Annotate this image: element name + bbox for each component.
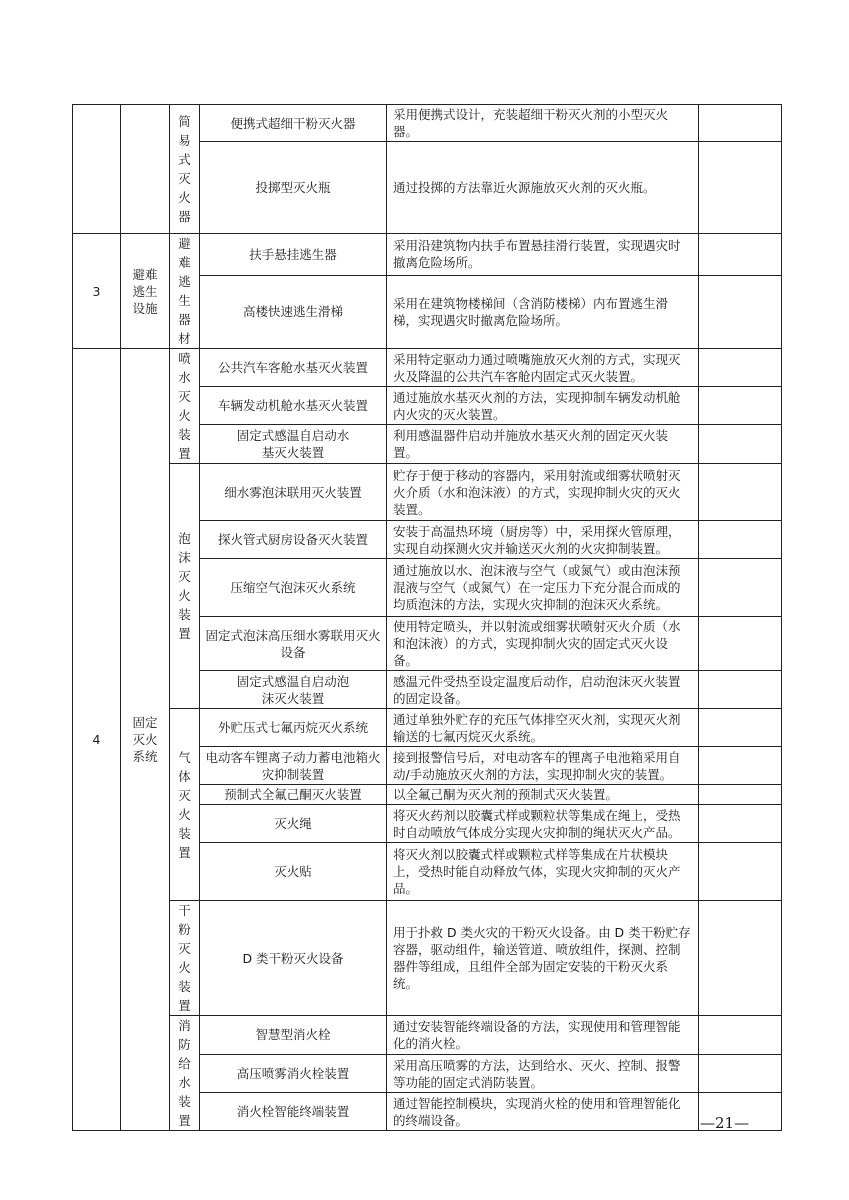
remark-cell: [699, 805, 782, 843]
remark-cell: [699, 747, 782, 785]
remark-cell: [699, 559, 782, 617]
category-name: 避难逃生设施: [121, 234, 170, 349]
subcategory-name: 避难逃生器材: [170, 234, 200, 349]
product-description: 将灭火药剂以胶囊式样或颗粒状等集成在绳上，受热时自动喷放气体成分实现火灾抑制的绳状灭火产品。: [387, 805, 699, 843]
category-name: 固定灭火系统: [121, 349, 170, 1131]
product-description: 采用在建筑物楼梯间（含消防楼梯）内布置逃生滑梯，实现遇灾时撤离危险场所。: [387, 275, 699, 348]
item-number: 3: [73, 234, 121, 349]
remark-cell: [699, 387, 782, 425]
product-name: 智慧型消火栓: [200, 1016, 387, 1055]
product-description: 采用便携式设计，充装超细干粉灭火剂的小型灭火器。: [387, 105, 699, 142]
product-name: 预制式全氟己酮灭火装置: [200, 785, 387, 805]
product-name: D 类干粉灭火设备: [200, 901, 387, 1016]
remark-cell: [699, 349, 782, 387]
product-description: 通过安装智能终端设备的方法，实现使用和管理智能化的消火栓。: [387, 1016, 699, 1055]
item-number-cell: [73, 105, 121, 234]
remark-cell: [699, 843, 782, 901]
product-name: 高压喷雾消火栓装置: [200, 1054, 387, 1093]
remark-cell: [699, 425, 782, 464]
remark-cell: [699, 901, 782, 1016]
table-row: [73, 901, 782, 1016]
product-description: 通过施放以水、泡沫液与空气（或氮气）或由泡沫预混液与空气（或氮气）在一定压力下充分混合而成的均质泡沫的方法，实现火灾抑制的泡沫灭火系统。: [387, 559, 699, 617]
equipment-table: [72, 104, 782, 1131]
product-name: 探火管式厨房设备灭火装置: [200, 521, 387, 559]
remark-cell: [699, 709, 782, 747]
product-description: 贮存于便于移动的容器内，采用射流或细雾状喷射灭火介质（水和泡沫液）的方式，实现抑制火灾的灭火装置。: [387, 464, 699, 521]
subcategory-name: 消防给水装置: [170, 1016, 200, 1131]
remark-cell: [699, 671, 782, 709]
product-description: 通过单独外贮存的充压气体排空灭火剂，实现灭火剂输送的七氟丙烷灭火系统。: [387, 709, 699, 747]
product-description: 以全氟己酮为灭火剂的预制式灭火装置。: [387, 785, 699, 805]
product-description: 通过施放水基灭火剂的方法，实现抑制车辆发动机舱内火灾的灭火装置。: [387, 387, 699, 425]
product-description: 接到报警信号后，对电动客车的锂离子电池箱采用自动/手动施放灭火剂的方法，实现抑制火灾的装置。: [387, 747, 699, 785]
category-cell: [121, 105, 170, 234]
product-description: 通过智能控制模块，实现消火栓的使用和管理智能化的终端设备。: [387, 1093, 699, 1131]
remark-cell: [699, 521, 782, 559]
product-name: 投掷型灭火瓶: [200, 142, 387, 234]
product-name: 车辆发动机舱水基灭火装置: [200, 387, 387, 425]
product-name: 固定式感温自启动水基灭火装置: [200, 425, 387, 464]
subcategory-name: 气体灭火装置: [170, 709, 200, 901]
remark-cell: [699, 105, 782, 142]
product-description: 采用高压喷雾的方法，达到给水、灭火、控制、报警等功能的固定式消防装置。: [387, 1054, 699, 1093]
product-name: 扶手悬挂逃生器: [200, 234, 387, 276]
table-row: [73, 1016, 782, 1055]
product-name: 公共汽车客舱水基灭火装置: [200, 349, 387, 387]
product-description: 采用沿建筑物内扶手布置悬挂滑行装置，实现遇灾时撤离危险场所。: [387, 234, 699, 276]
table-row: [73, 349, 782, 387]
product-description: 使用特定喷头，并以射流或细雾状喷射灭火介质（水和泡沫液）的方式，实现抑制火灾的固定式灭火设备。: [387, 617, 699, 671]
product-name: 消火栓智能终端装置: [200, 1093, 387, 1131]
item-number: 4: [73, 349, 121, 1131]
remark-cell: [699, 464, 782, 521]
product-name: 压缩空气泡沫灭火系统: [200, 559, 387, 617]
subcategory-name: 干粉灭火装置: [170, 901, 200, 1016]
remark-cell: [699, 142, 782, 234]
remark-cell: [699, 785, 782, 805]
product-description: 利用感温器件启动并施放水基灭火剂的固定灭火装置。: [387, 425, 699, 464]
product-name: 便携式超细干粉灭火器: [200, 105, 387, 142]
remark-cell: [699, 1016, 782, 1055]
product-description: 将灭火剂以胶囊式样或颗粒式样等集成在片状模块上，受热时能自动释放气体，实现火灾抑制的灭火产品。: [387, 843, 699, 901]
remark-cell: [699, 1054, 782, 1093]
product-name: 电动客车锂离子动力蓄电池箱火灾抑制装置: [200, 747, 387, 785]
remark-cell: [699, 275, 782, 348]
remark-cell: [699, 617, 782, 671]
subcategory-name: 泡沫灭火装置: [170, 464, 200, 709]
product-name: 固定式感温自启动泡沫灭火装置: [200, 671, 387, 709]
product-description: 安装于高温热环境（厨房等）中，采用探火管原理，实现自动探测火灾并输送灭火剂的火灾抑制装置。: [387, 521, 699, 559]
product-description: 感温元件受热至设定温度后动作，启动泡沫灭火装置的固定设备。: [387, 671, 699, 709]
table-row: [73, 234, 782, 276]
product-name: 灭火绳: [200, 805, 387, 843]
remark-cell: [699, 234, 782, 276]
product-name: 固定式泡沫高压细水雾联用灭火设备: [200, 617, 387, 671]
product-description: 通过投掷的方法靠近火源施放灭火剂的灭火瓶。: [387, 142, 699, 234]
table-row: [73, 464, 782, 521]
page-number: —21—: [700, 1114, 750, 1132]
product-name: 高楼快速逃生滑梯: [200, 275, 387, 348]
product-name: 外贮压式七氟丙烷灭火系统: [200, 709, 387, 747]
product-name: 灭火贴: [200, 843, 387, 901]
product-description: 采用特定驱动力通过喷嘴施放灭火剂的方式，实现灭火及降温的公共汽车客舱内固定式灭火装置。: [387, 349, 699, 387]
product-name: 细水雾泡沫联用灭火装置: [200, 464, 387, 521]
subcategory-cell: 简易式灭火器: [170, 105, 200, 234]
table-row: [73, 709, 782, 747]
subcategory-name: 喷水灭火装置: [170, 349, 200, 464]
table-row: [73, 105, 782, 142]
product-description: 用于扑救 D 类火灾的干粉灭火设备。由 D 类干粉贮存容器，驱动组件，输送管道、喷放组件，探测、控制器件等组成，且组件全部为固定安装的干粉灭火系统。: [387, 901, 699, 1016]
